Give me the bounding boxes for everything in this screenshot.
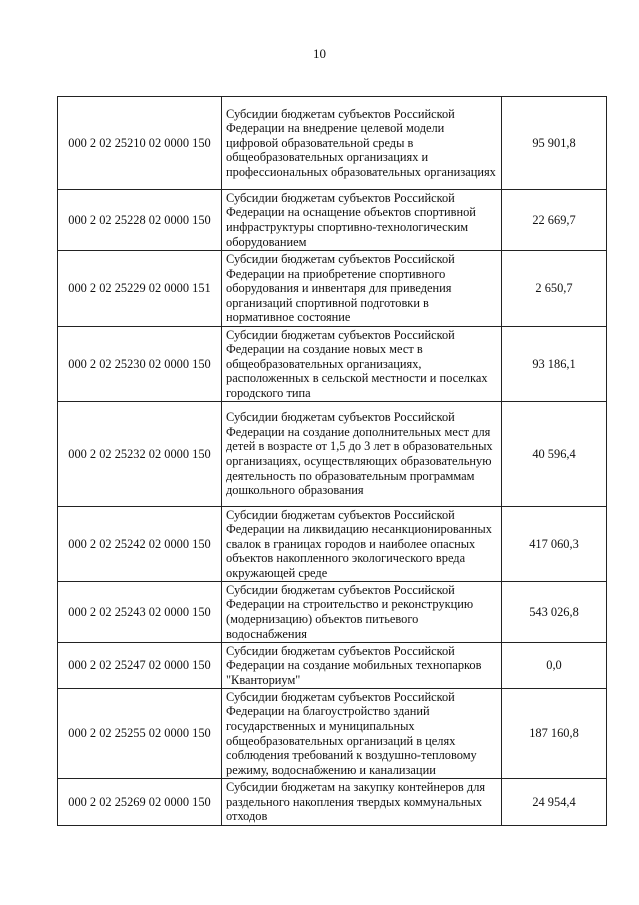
page-number: 10 — [313, 46, 326, 61]
table-row — [58, 327, 607, 402]
budget-code: 000 2 02 25228 02 0000 150 — [58, 190, 222, 251]
amount: 2 650,7 — [502, 251, 607, 327]
table-row — [58, 582, 607, 643]
amount: 543 026,8 — [502, 582, 607, 643]
budget-code: 000 2 02 25230 02 0000 150 — [58, 327, 222, 402]
table-row — [58, 643, 607, 689]
budget-code: 000 2 02 25210 02 0000 150 — [58, 97, 222, 190]
budget-code: 000 2 02 25255 02 0000 150 — [58, 689, 222, 779]
subsidy-name: Субсидии бюджетам субъектов Российской Федерации на благоустройство зданий государственных и муниципальных общеобразовательных организаций в целях соблюдения требований к воздушно-тепловому режиму, водоснабжению и канализации — [222, 689, 502, 779]
amount: 93 186,1 — [502, 327, 607, 402]
subsidy-name: Субсидии бюджетам субъектов Российской Федерации на строительство и реконструкцию (модернизацию) объектов питьевого водоснабжения — [222, 582, 502, 643]
amount: 95 901,8 — [502, 97, 607, 190]
amount: 0,0 — [502, 643, 607, 689]
subsidy-name: Субсидии бюджетам субъектов Российской Федерации на ликвидацию несанкционированных свалок в границах городов и наиболее опасных объектов накопленного экологического вреда окружающей среде — [222, 507, 502, 582]
budget-code: 000 2 02 25247 02 0000 150 — [58, 643, 222, 689]
budget-code: 000 2 02 25243 02 0000 150 — [58, 582, 222, 643]
table-row — [58, 779, 607, 826]
budget-code: 000 2 02 25242 02 0000 150 — [58, 507, 222, 582]
amount: 187 160,8 — [502, 689, 607, 779]
table-row — [58, 507, 607, 582]
budget-code: 000 2 02 25269 02 0000 150 — [58, 779, 222, 826]
amount: 40 596,4 — [502, 402, 607, 507]
table-row — [58, 190, 607, 251]
subsidy-name: Субсидии бюджетам субъектов Российской Федерации на оснащение объектов спортивной инфраструктуры спортивно-технологическим оборудованием — [222, 190, 502, 251]
budget-code: 000 2 02 25229 02 0000 151 — [58, 251, 222, 327]
table-row — [58, 402, 607, 507]
subsidy-name: Субсидии бюджетам субъектов Российской Федерации на внедрение целевой модели цифровой образовательной среды в общеобразовательных организациях и профессиональных образовательных организациях — [222, 97, 502, 190]
subsidy-name: Субсидии бюджетам субъектов Российской Федерации на приобретение спортивного оборудования и инвентаря для приведения организаций спортивной подготовки в нормативное состояние — [222, 251, 502, 327]
subsidy-name: Субсидии бюджетам на закупку контейнеров для раздельного накопления твердых коммунальных отходов — [222, 779, 502, 826]
budget-table — [57, 96, 607, 826]
amount: 24 954,4 — [502, 779, 607, 826]
budget-code: 000 2 02 25232 02 0000 150 — [58, 402, 222, 507]
table-row — [58, 251, 607, 327]
table-row — [58, 97, 607, 190]
amount: 417 060,3 — [502, 507, 607, 582]
subsidy-name: Субсидии бюджетам субъектов Российской Федерации на создание мобильных технопарков "Кванториум" — [222, 643, 502, 689]
table-row — [58, 689, 607, 779]
subsidy-name: Субсидии бюджетам субъектов Российской Федерации на создание новых мест в общеобразовательных организациях, расположенных в сельской местности и поселках городского типа — [222, 327, 502, 402]
subsidy-name: Субсидии бюджетам субъектов Российской Федерации на создание дополнительных мест для детей в возрасте от 1,5 до 3 лет в образовательных организациях, осуществляющих образовательную деятельность по образовательным программам дошкольного образования — [222, 402, 502, 507]
amount: 22 669,7 — [502, 190, 607, 251]
